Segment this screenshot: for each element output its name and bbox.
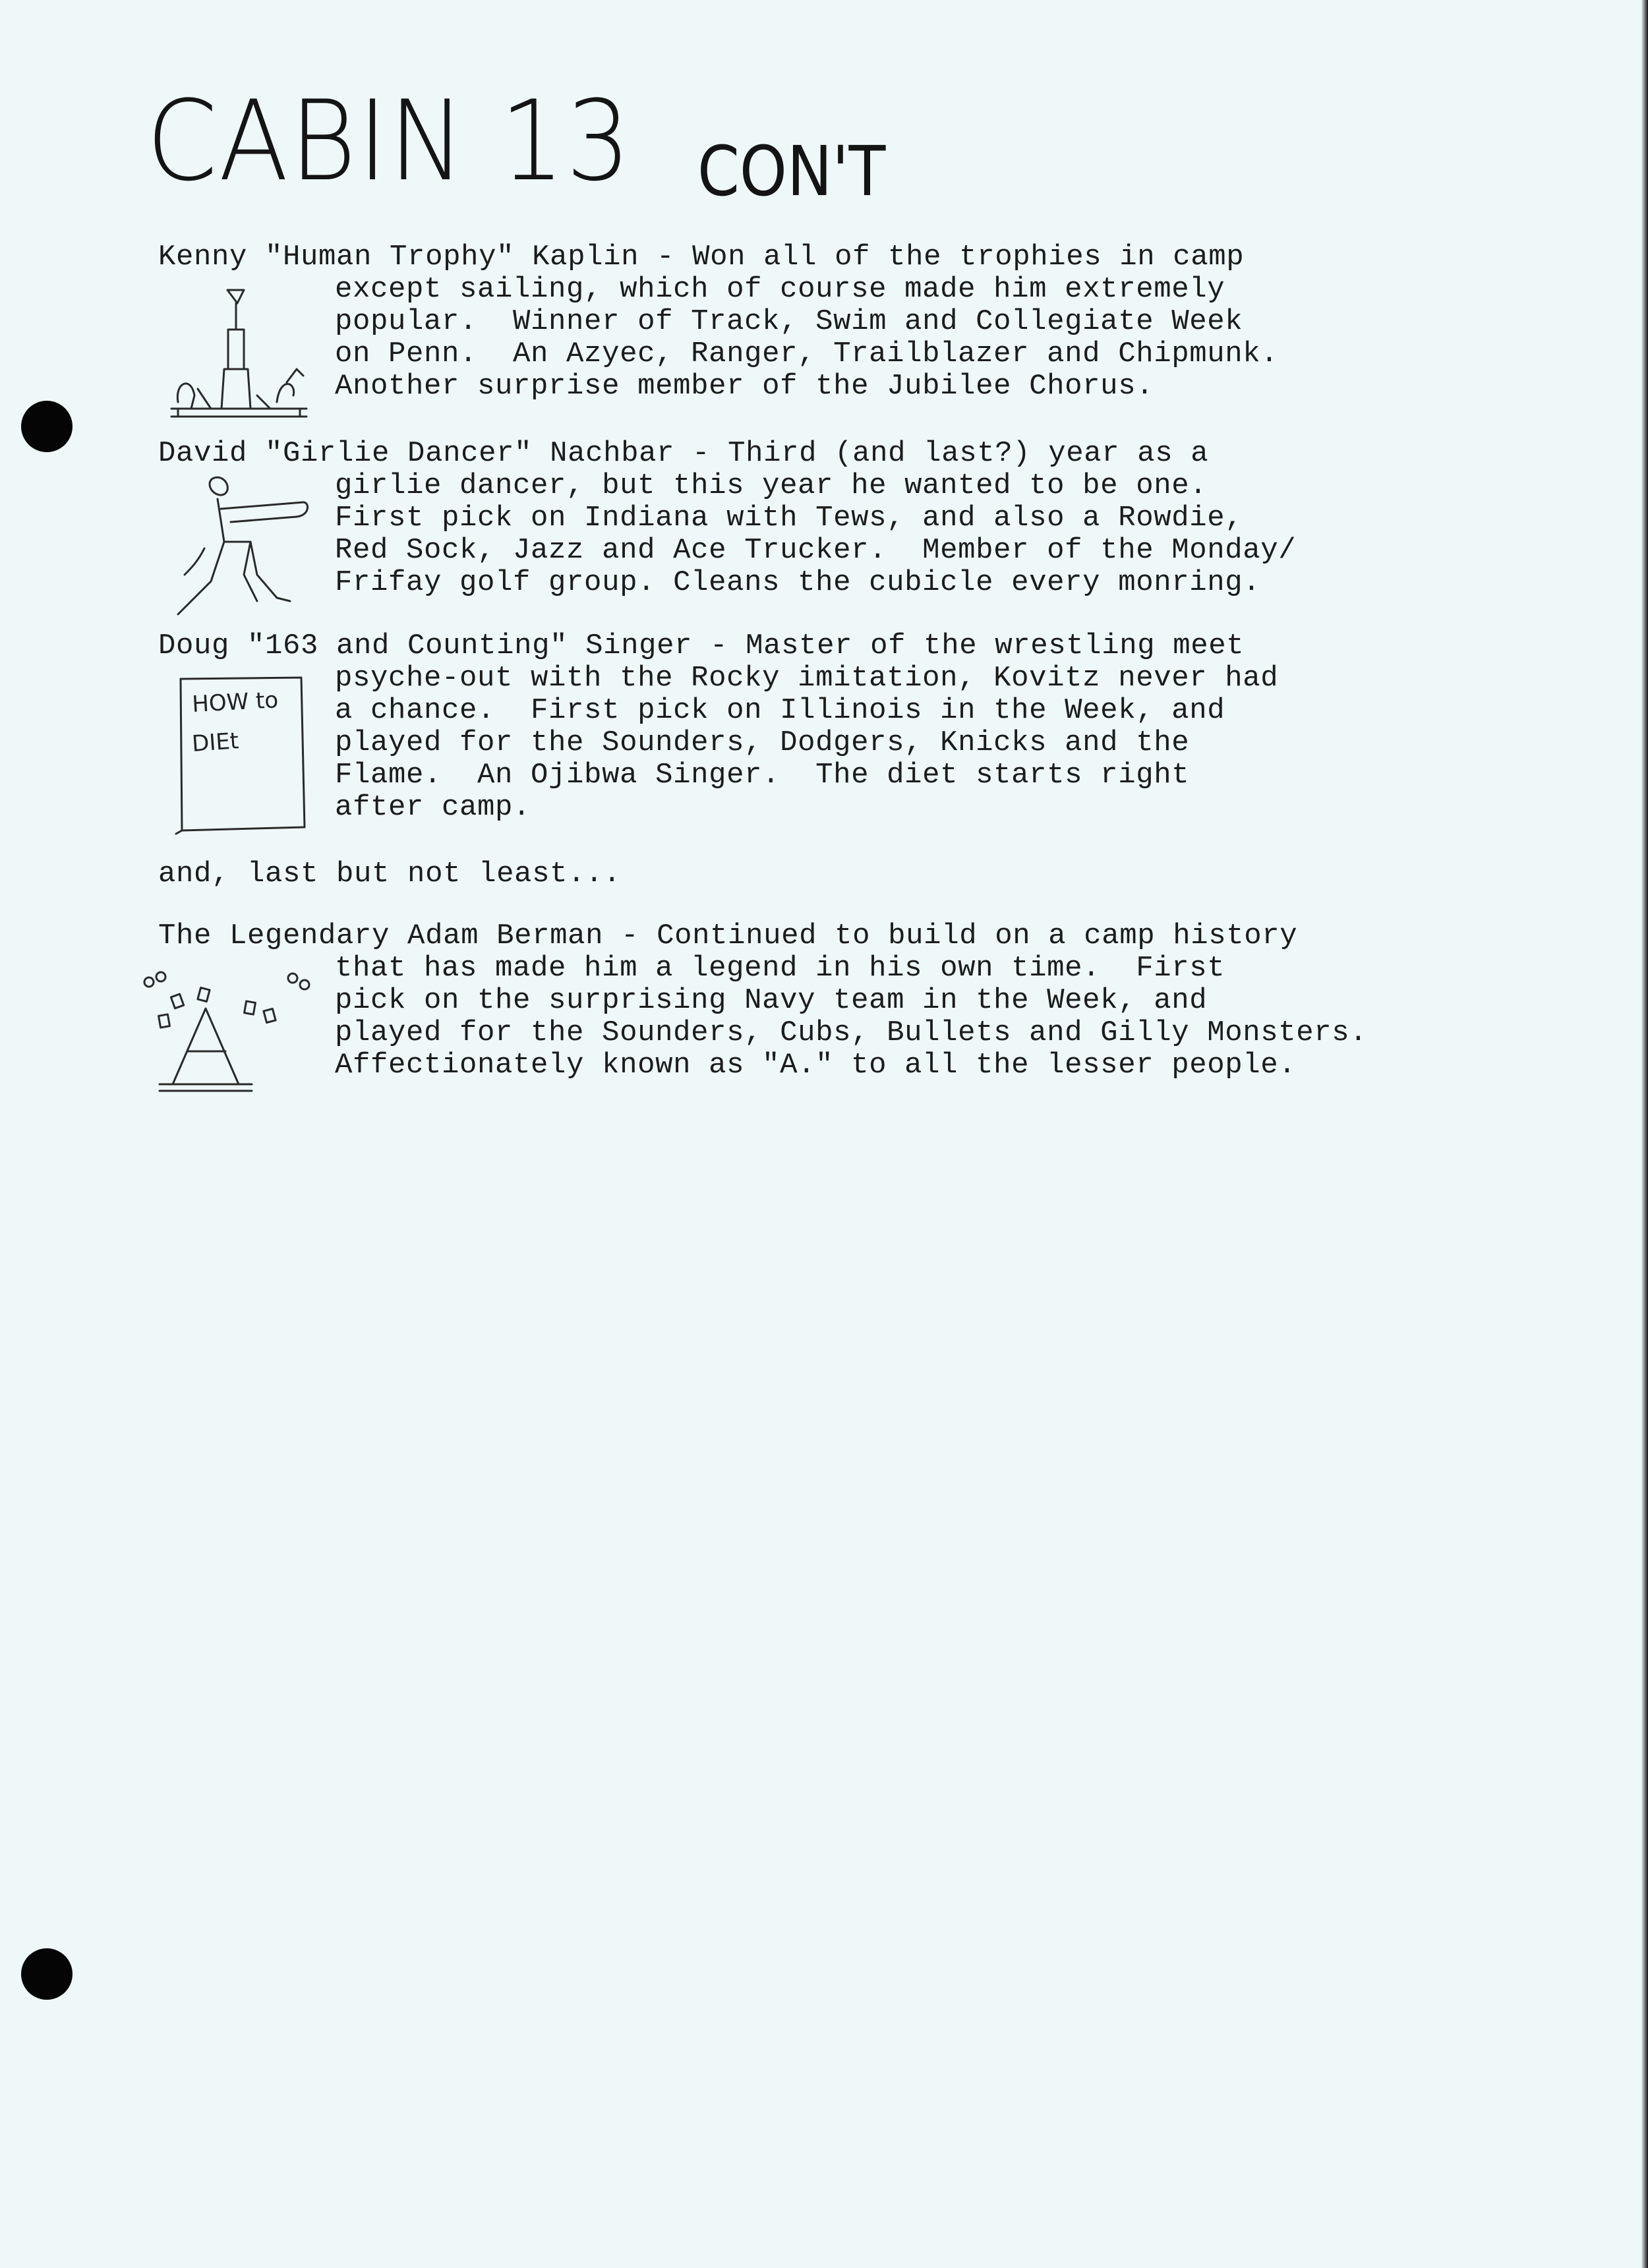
entry-line: pick on the surprising Navy team in the Week, and — [335, 984, 1208, 1017]
punch-hole-bottom — [21, 1948, 73, 2000]
page-title-suffix: CON'T — [697, 131, 886, 212]
trophy-doodle-icon — [165, 277, 316, 428]
entry-transition — [158, 858, 1510, 890]
page-edge — [1641, 0, 1648, 2268]
entry-doug — [158, 630, 1510, 824]
entry-line: played for the Sounders, Dodgers, Knicks and the — [335, 726, 1190, 759]
entry-kenny — [158, 241, 1510, 403]
entry-line: First pick on Indiana with Tews, and also a Rowdie, — [335, 502, 1243, 535]
diet-book-line: HOW to — [191, 687, 280, 718]
dancer-doodle-icon — [165, 469, 323, 627]
entry-line: Doug "163 and Counting" Singer - Master of the wrestling meet — [158, 629, 1245, 662]
entry-line: Frifay golf group. Cleans the cubicle every monring. — [335, 566, 1261, 599]
entry-david — [158, 438, 1510, 599]
diet-book-doodle-icon — [173, 672, 311, 844]
entry-line: David "Girlie Dancer" Nachbar - Third (and last?) year as a — [158, 437, 1209, 470]
entry-line: after camp. — [335, 791, 531, 824]
entry-line: except sailing, which of course made him extremely — [335, 273, 1225, 306]
entry-line: a chance. First pick on Illinois in the Week, and — [335, 694, 1225, 727]
entry-line: girlie dancer, but this year he wanted to be one. — [335, 469, 1208, 502]
entry-line: Affectionately known as "A." to all the lesser people. — [335, 1049, 1297, 1082]
entry-line: on Penn. An Azyec, Ranger, Trailblazer and Chipmunk. — [335, 337, 1279, 370]
punch-hole-top — [21, 401, 73, 452]
entry-line: that has made him a legend in his own time. First — [335, 952, 1225, 985]
entry-line: Another surprise member of the Jubilee Chorus. — [335, 370, 1154, 403]
entry-adam — [158, 920, 1510, 1082]
page-title: CABIN 13 — [146, 76, 632, 206]
entry-line: Kenny "Human Trophy" Kaplin - Won all of the trophies in camp — [158, 241, 1245, 274]
entry-line: psyche-out with the Rocky imitation, Kovitz never had — [335, 662, 1279, 695]
entry-line: played for the Sounders, Cubs, Bullets and Gilly Monsters. — [335, 1016, 1368, 1049]
juggling-a-doodle-icon — [140, 969, 324, 1101]
entry-line: and, last but not least... — [158, 858, 622, 890]
entry-line: popular. Winner of Track, Swim and Collegiate Week — [335, 305, 1243, 338]
entry-line: Flame. An Ojibwa Singer. The diet starts right — [335, 759, 1190, 792]
entry-line: Red Sock, Jazz and Ace Trucker. Member of the Monday/ — [335, 534, 1297, 567]
diet-book-line: DIEt — [191, 728, 240, 757]
entry-line: The Legendary Adam Berman - Continued to build on a camp history — [158, 919, 1298, 952]
